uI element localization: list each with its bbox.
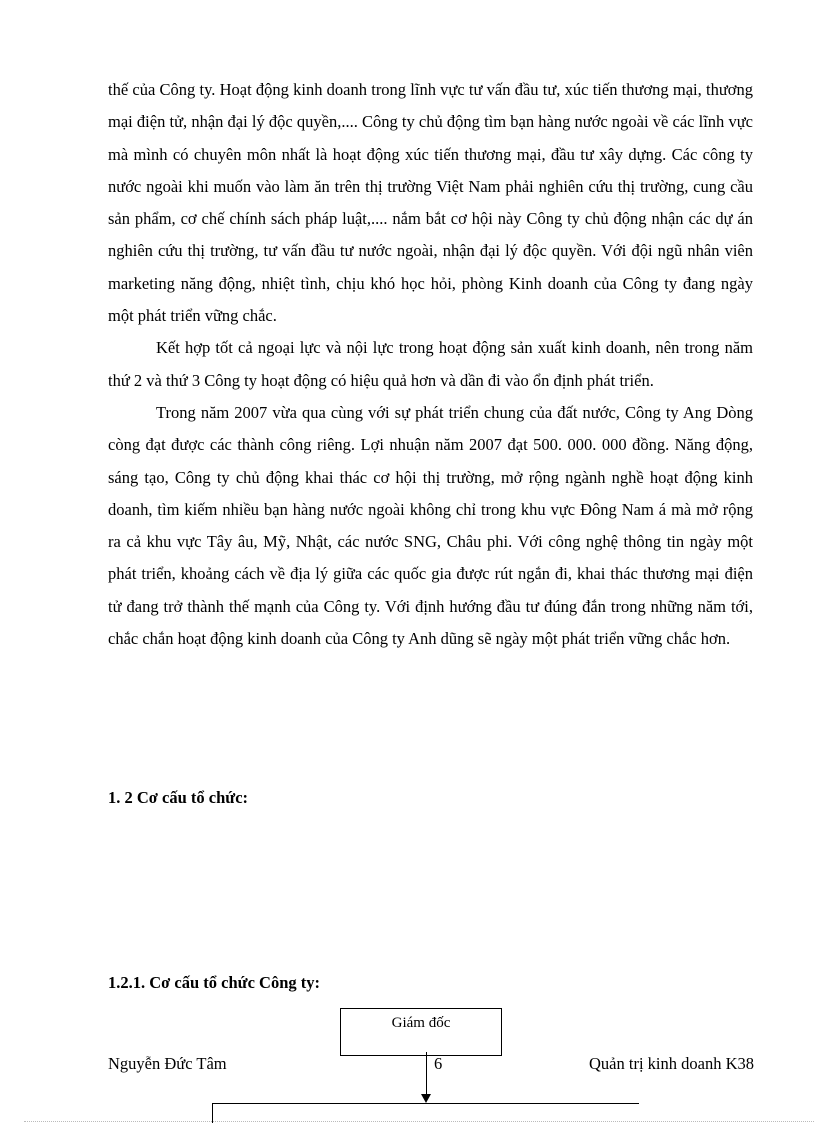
page-edge-divider bbox=[24, 1121, 814, 1122]
paragraph-2007-results: Trong năm 2007 vừa qua cùng với sự phát triển chung của đất nước, Công ty Ang Dòng còng đạt được các thành công riêng. Lợi nhuận năm 2007 đạt 500. 000. 000 đồng. Năng động, sáng tạo, Công ty chủ động khai thác cơ hội thị trường, mở rộng ngành nghề hoạt động kinh doanh, tìm kiếm nhiều bạn hàng nước ngoài không chỉ trong khu vực Đông Nam á mà mở rộng ra cả khu vực Tây âu, Mỹ, Nhật, các nước SNG, Châu phi. Với công nghệ thông tin ngày một phát triển, khoảng cách về địa lý giữa các quốc gia được rút ngắn đi, khai thác thương mại điện tử đang trở thành thế mạnh của Công ty. Với định hướng đầu tư đúng đắn trong những năm tới, chắc chắn hoạt động kinh doanh của Công ty Anh dũng sẽ ngày một phát triển vững chắc hơn. bbox=[108, 402, 753, 649]
org-chart-branch-line bbox=[212, 1103, 639, 1104]
org-chart-director-box: Giám đốc bbox=[340, 1008, 502, 1056]
footer-author: Nguyễn Đức Tâm bbox=[108, 1054, 227, 1073]
paragraph-combined-strength: Kết hợp tốt cả ngoại lực và nội lực trong hoạt động sản xuất kinh doanh, nên trong năm thứ 2 và thứ 3 Công ty hoạt động có hiệu quả hơn và dần đi vào ổn định phát triển. bbox=[108, 338, 753, 390]
footer-page-number: 6 bbox=[434, 1054, 443, 1073]
org-chart-connector bbox=[426, 1052, 427, 1096]
section-heading: 1. 2 Cơ cấu tổ chức: bbox=[108, 788, 249, 807]
body-text bbox=[108, 74, 753, 655]
org-chart-arrow-icon bbox=[421, 1094, 431, 1103]
subsection-heading: 1.2.1. Cơ cấu tổ chức Công ty: bbox=[108, 973, 320, 992]
org-chart-branch-drop bbox=[212, 1103, 213, 1123]
paragraph-continuation: thế của Công ty. Hoạt động kinh doanh trong lĩnh vực tư vấn đầu tư, xúc tiến thương mại, thương mại điện tử, nhận đại lý độc quyền,.... Công ty chủ động tìm bạn hàng nước ngoài về các lĩnh vực mà mình có chuyên môn nhất là hoạt động xúc tiến thương mại, đầu tư xây dựng. Các công ty nước ngoài khi muốn vào làm ăn trên thị trường Việt Nam phải nghiên cứu thị trường, cung cầu sản phẩm, cơ chế chính sách pháp luật,.... nắm bắt cơ hội này Công ty chủ động nhận các dự án nghiên cứu thị trường, tư vấn đầu tư nước ngoài, nhận đại lý độc quyền. Với đội ngũ nhân viên marketing năng động, nhiệt tình, chịu khó học hỏi, phòng Kinh doanh của Công ty đang ngày một phát triển vững chắc. bbox=[108, 80, 753, 326]
footer-class: Quản trị kinh doanh K38 bbox=[589, 1054, 754, 1073]
